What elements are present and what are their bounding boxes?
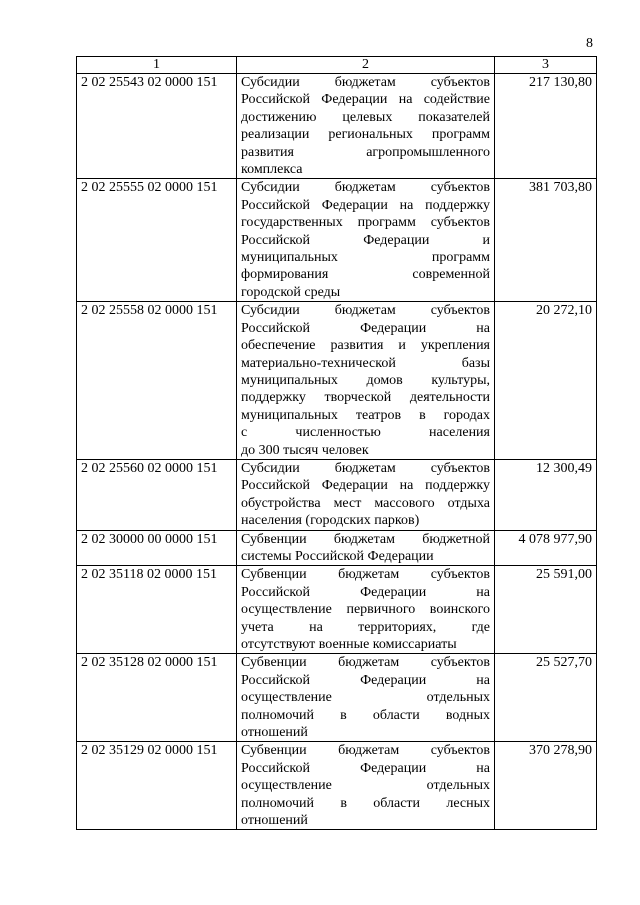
revenue-description [237,459,495,530]
description-line: Российской Федерации на поддержку [241,478,490,494]
description-line: достижению целевых показателей [241,109,490,125]
description-line: городской среды [241,284,341,300]
description-line: муниципальных театров в городах [241,407,490,423]
page-number: 8 [586,36,593,51]
description-line: полномочий в области водных [241,707,490,723]
revenue-description [237,530,495,566]
revenue-description [237,742,495,830]
table-row [77,654,597,742]
column-header-2: 2 [237,57,495,74]
description-line: осуществление отдельных [241,690,490,706]
description-line: до 300 тысяч человек [241,442,369,458]
description-line: государственных программ субъектов [241,215,490,231]
description-line: комплекса [241,162,303,178]
revenue-description [237,654,495,742]
classification-code: 2 02 35129 02 0000 151 [77,742,237,830]
description-line: отношений [241,813,308,829]
description-line: полномочий в области лесных [241,795,490,811]
description-line: муниципальных домов культуры, [241,372,490,388]
description-line: обустройства мест массового отдыха [241,495,490,511]
table-row [77,566,597,654]
description-line: учета на территориях, где [241,619,490,635]
description-line: обеспечение развития и укрепления [241,338,490,354]
classification-code: 2 02 25560 02 0000 151 [77,459,237,530]
description-line: отсутствуют военные комиссариаты [241,637,457,652]
header-row [77,57,597,74]
description-line: системы Российской Федерации [241,548,434,564]
revenue-description [237,302,495,460]
description-line: Субвенции бюджетам субъектов [241,567,490,583]
table-row [77,742,597,830]
description-line: Субсидии бюджетам субъектов [241,460,490,476]
description-line: с численностью населения [241,425,490,441]
column-header-3: 3 [495,57,597,74]
budget-revenue-table [76,56,597,830]
amount-value: 25 527,70 [495,654,597,742]
amount-value: 4 078 977,90 [495,530,597,566]
amount-value: 25 591,00 [495,566,597,654]
description-line: муниципальных программ [241,250,490,266]
table-row [77,459,597,530]
description-line: Субвенции бюджетам бюджетной [241,531,490,547]
classification-code: 2 02 35118 02 0000 151 [77,566,237,654]
description-line: развития агропромышленного [241,144,490,160]
description-line: Российской Федерации на [241,760,490,776]
classification-code: 2 02 25555 02 0000 151 [77,179,237,302]
amount-value: 370 278,90 [495,742,597,830]
description-line: Субвенции бюджетам субъектов [241,743,490,759]
description-line: осуществление отдельных [241,778,490,794]
description-line: реализации региональных программ [241,127,490,143]
description-line: материально-технической базы [241,355,490,371]
description-line: Российской Федерации на [241,584,490,600]
description-line: Субвенции бюджетам субъектов [241,655,490,671]
description-line: Субсидии бюджетам субъектов [241,303,490,319]
description-line: Субсидии бюджетам субъектов [241,75,490,90]
column-header-1: 1 [77,57,237,74]
table-body [77,74,597,830]
description-line: Российской Федерации на содействие [241,92,490,108]
description-line: населения (городских парков) [241,513,420,529]
description-line: поддержку творческой деятельности [241,390,490,406]
amount-value: 381 703,80 [495,179,597,302]
description-line: Российской Федерации и [241,232,490,248]
description-line: осуществление первичного воинского [241,602,490,618]
revenue-description [237,74,495,179]
table-header [77,57,597,74]
description-line: Российской Федерации на поддержку [241,197,490,213]
classification-code: 2 02 25543 02 0000 151 [77,74,237,179]
amount-value: 12 300,49 [495,459,597,530]
description-line: Российской Федерации на [241,672,490,688]
classification-code: 2 02 35128 02 0000 151 [77,654,237,742]
revenue-description [237,179,495,302]
amount-value: 20 272,10 [495,302,597,460]
description-line: формирования современной [241,267,490,283]
table-row [77,302,597,460]
description-line: отношений [241,725,308,741]
classification-code: 2 02 25558 02 0000 151 [77,302,237,460]
table-row [77,74,597,179]
classification-code: 2 02 30000 00 0000 151 [77,530,237,566]
revenue-description [237,566,495,654]
amount-value: 217 130,80 [495,74,597,179]
description-line: Российской Федерации на [241,320,490,336]
description-line: Субсидии бюджетам субъектов [241,180,490,196]
table-row [77,179,597,302]
table-row [77,530,597,566]
